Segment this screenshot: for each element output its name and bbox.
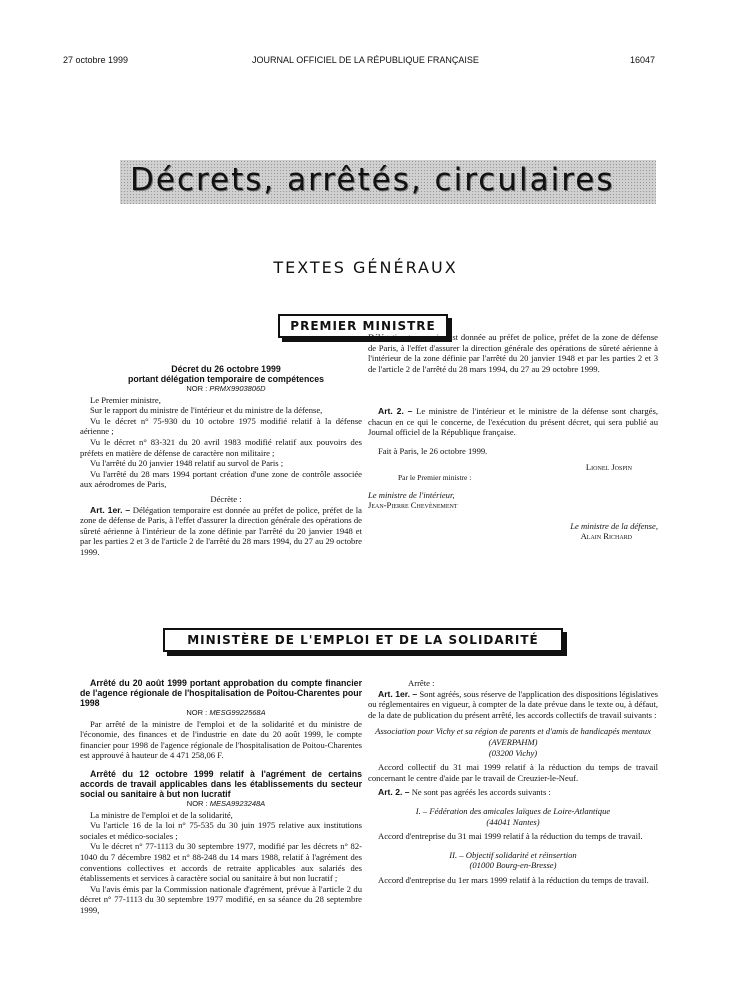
decrete-heading: Décrète : xyxy=(210,493,242,504)
paragraph: La ministre de l'emploi et de la solidarité, xyxy=(90,809,233,820)
emploi-right-column xyxy=(368,678,658,886)
header-journal: JOURNAL OFFICIEL DE LA RÉPUBLIQUE FRANÇAISE xyxy=(252,55,479,65)
emploi-article-1: Art. 1er. – Sont agréés, sous réserve de l'application des dispositions législatives ou réglementaires en vigueur, à compter de la date prévue dans le texte ou, à défaut, de la date de publication du présent arrêté, les accords collectifs de travail suivants : xyxy=(368,688,659,720)
ministre-defense: Le ministre de la défense, xyxy=(570,520,658,531)
accord-vichy: Accord collectif du 31 mai 1999 relatif à la réduction du temps de travail concernant le centre d'aide par le travail de Creuzier-le-Neuf. xyxy=(368,762,658,783)
federation-nantes-location: (44041 Nantes) xyxy=(486,816,540,827)
association-vichy: Association pour Vichy et sa région de parents et d'amis de handicapés mentaux (AVERPAHM) xyxy=(375,726,651,747)
header-page-number: 16047 xyxy=(630,55,656,65)
paragraph: Vu le décret n° 83-321 du 20 avril 1983 modifié relatif aux pouvoirs des préfets en matière de défense de caractère non militaire ; xyxy=(80,436,362,458)
emploi-article-2: Art. 2. – Ne sont pas agréés les accords suivants : xyxy=(378,787,551,798)
paragraph: Vu l'arrêté du 28 mars 1994 portant création d'une zone de contrôle associée aux aérodromes de Paris, xyxy=(80,468,362,490)
nor-line: NOR : MESA9923248A xyxy=(186,798,266,808)
association-vichy-location: (03200 Vichy) xyxy=(488,747,538,758)
decret-title: Décret du 26 octobre 1999 xyxy=(171,364,281,374)
paragraph: Vu l'avis émis par la Commission nationale d'agrément, prévue à l'article 2 du décret n° 77-1113 du 30 septembre 1977 modifié, en sa séance du 28 septembre 1999, xyxy=(80,883,362,915)
arrete-2-title: Arrêté du 12 octobre 1999 relatif à l'agrément de certains accords de travail applicables dans les établissements du secteur social ou sanitaire à but non lucratif xyxy=(80,768,362,799)
nor-line: NOR : MESG9922568A xyxy=(186,708,266,717)
banner-title: Décrets, arrêtés, circulaires xyxy=(130,162,615,198)
article-2: Art. 2. – Le ministre de l'intérieur et le ministre de la défense sont chargés, chacun en ce qui le concerne, de l'exécution du présent décret, qui sera publié au Journal officiel de la République française. xyxy=(368,406,658,438)
signature-jospin: Lionel Jospin xyxy=(585,462,632,473)
fait-a-paris: Fait à Paris, le 26 octobre 1999. xyxy=(378,445,488,456)
article-1: Art. 1er. – Délégation temporaire est donnée au préfet de police, préfet de la zone de défense de Paris, à l'effet d'assurer la direction générale des opérations de sûreté aérienne à l'intérieur de la zone définie par l'arrêté du 20 janvier 1948 et par les parties 2 et 3 de l'article 2 de l'arrêté du 28 mars 1994, du 27 au 29 octobre 1999. xyxy=(80,504,362,557)
paragraph: Vu l'arrêté du 20 janvier 1948 relatif au survol de Paris ; xyxy=(90,458,284,469)
section-heading: TEXTES GÉNÉRAUX xyxy=(273,258,458,277)
signature-chevenement: Jean-Pierre Chevènement xyxy=(368,500,458,511)
emploi-left-column xyxy=(80,678,362,916)
decret-right-column xyxy=(368,332,658,542)
signature-richard: Alain Richard xyxy=(580,531,632,542)
paragraph: Sur le rapport du ministre de l'intérieur et du ministre de la défense, xyxy=(90,405,323,416)
premier-ministre-box: PREMIER MINISTRE xyxy=(278,314,448,338)
header-date: 27 octobre 1999 xyxy=(63,55,129,65)
accord-nantes: Accord d'entreprise du 31 mai 1999 relatif à la réduction du temps de travail. xyxy=(378,831,643,842)
nor-line: NOR : PRMX9903806D xyxy=(186,384,266,393)
paragraph: Le Premier ministre, xyxy=(90,394,161,405)
arrete-heading: Arrête : xyxy=(408,678,435,688)
decret-subtitle: portant délégation temporaire de compétences xyxy=(127,374,325,384)
ministre-interieur: Le ministre de l'intérieur, xyxy=(368,489,455,500)
accord-bourg: Accord d'entreprise du 1er mars 1999 relatif à la réduction du temps de travail. xyxy=(378,874,649,885)
article-1-continued: Délégation temporaire est donnée au préfet de police, préfet de la zone de défense de Paris, à l'effet d'assurer la direction générale des opérations de sûreté aérienne à l'intérieur de la zone définie par l'arrêté du 20 janvier 1948 et par les parties 2 et 3 de l'article 2 de l'arrêté du 28 mars 1994, du 27 au 29 octobre 1999. xyxy=(368,332,658,374)
objectif-solidarite: II. – Objectif solidarité et réinsertion xyxy=(449,849,577,860)
paragraph: Vu l'article 16 de la loi n° 75-535 du 30 juin 1975 relative aux institutions sociales et médico-sociales ; xyxy=(80,820,362,841)
decret-left-column xyxy=(80,364,362,557)
arrete-1-text: Par arrêté de la ministre de l'emploi et de la solidarité et du ministre de l'économie, des finances et de l'industrie en date du 20 août 1999, le compte financier pour 1998 de l'agence régionale de l'hospitalisation de Poitou-Charentes est approuvé à hauteur de 4 471 258,06 F. xyxy=(80,718,362,761)
ministere-emploi-box: MINISTÈRE DE L'EMPLOI ET DE LA SOLIDARITÉ xyxy=(163,628,563,652)
arrete-1-title: Arrêté du 20 août 1999 portant approbation du compte financier de l'agence régionale de l'hospitalisation de Poitou-Charentes pour 1998 xyxy=(80,678,362,708)
objectif-solidarite-location: (01000 Bourg-en-Bresse) xyxy=(469,860,557,871)
paragraph: Vu le décret n° 75-930 du 10 octobre 1975 modifié relatif à la défense aérienne ; xyxy=(80,415,362,437)
par-le-premier-ministre: Par le Premier ministre : xyxy=(398,472,472,482)
federation-nantes: I. – Fédération des amicales laïques de Loire-Atlantique xyxy=(415,805,611,816)
paragraph: Vu le décret n° 77-1113 du 30 septembre 1977, modifié par les décrets n° 82-1040 du 7 décembre 1982 et n° 88-248 du 14 mars 1988, relatif à l'agrément des conventions collectives et accords de retraite applicables aux salariés des établissements et services à caractère social ou sanitaire à but non lucratif ; xyxy=(80,841,362,884)
